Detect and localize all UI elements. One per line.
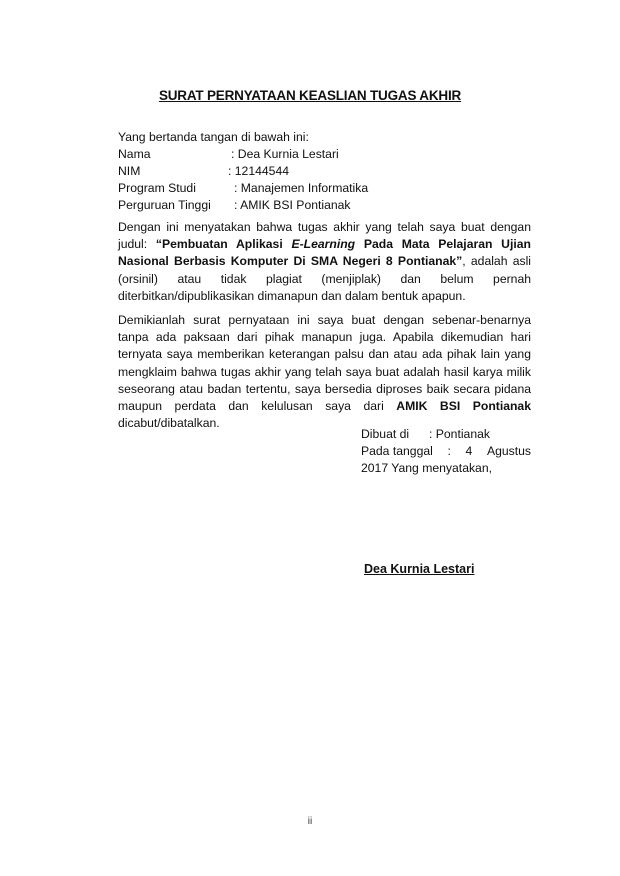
field-value: : Manajemen Informatika [234, 181, 369, 195]
date-row [361, 443, 531, 460]
institution-name: AMIK BSI Pontianak [396, 399, 531, 414]
field-value: : AMIK BSI Pontianak [234, 198, 351, 212]
page-number: ii [307, 816, 313, 827]
field-label: Nama [118, 147, 151, 161]
statement-row [361, 460, 531, 477]
date-day: 4 [465, 444, 473, 458]
field-label: NIM [118, 164, 141, 178]
page-title: SURAT PERNYATAAN KEASLIAN TUGAS AKHIR [158, 88, 462, 103]
field-label: Program Studi [118, 181, 196, 195]
declaration-paragraph [118, 312, 531, 432]
declaration-text: Demikianlah surat pernyataan ini saya buat dengan sebenar-benarnya tanpa ada paksaan dari pihak manapun juga. Apabila dikemudian hari ternyata saya memberikan keterangan palsu dan atau ada pihak lain yang mengklaim bahwa tugas akhir yang telah saya buat adalah hasil karya milik seseorang atau badan tertentu, saya bersedia diproses baik secara pidana maupun perdata dan kelulusan saya dari [118, 313, 531, 414]
signer-name: Dea Kurnia Lestari [364, 562, 475, 576]
field-value: : Dea Kurnia Lestari [231, 147, 339, 161]
place-row [361, 426, 531, 443]
declaration-end: dicabut/dibatalkan. [118, 416, 220, 431]
thesis-title: “Pembuatan Aplikasi E-Learning Pada Mata Pelajaran Ujian Nasional Berbasis Komputer Di SMA Negeri 8 Pontianak” [118, 237, 531, 269]
field-value: : 12144544 [228, 164, 289, 178]
date-year-statement: 2017 Yang menyatakan, [361, 461, 493, 475]
statement-lead: Dengan ini menyatakan bahwa tugas akhir yang telah saya buat dengan judul: [118, 220, 531, 252]
statement-rest: , adalah asli (orsinil) atau tidak plagiat (menjiplak) dan belum pernah diterbitkan/dipublikasikan dimanapun dan dalam bentuk apapun. [118, 254, 532, 303]
field-label: Perguruan Tinggi [118, 198, 211, 212]
place-value: : Pontianak [429, 427, 490, 441]
place-label: Dibuat di [361, 427, 410, 441]
thesis-title-italic: E-Learning [291, 237, 356, 252]
signature-meta [361, 426, 531, 477]
date-label: Pada tanggal [361, 444, 433, 458]
intro-text: Yang bertanda tangan di bawah ini: [118, 130, 309, 144]
date-colon: : [447, 444, 451, 458]
statement-paragraph [118, 219, 531, 305]
date-month: Agustus [486, 444, 531, 458]
